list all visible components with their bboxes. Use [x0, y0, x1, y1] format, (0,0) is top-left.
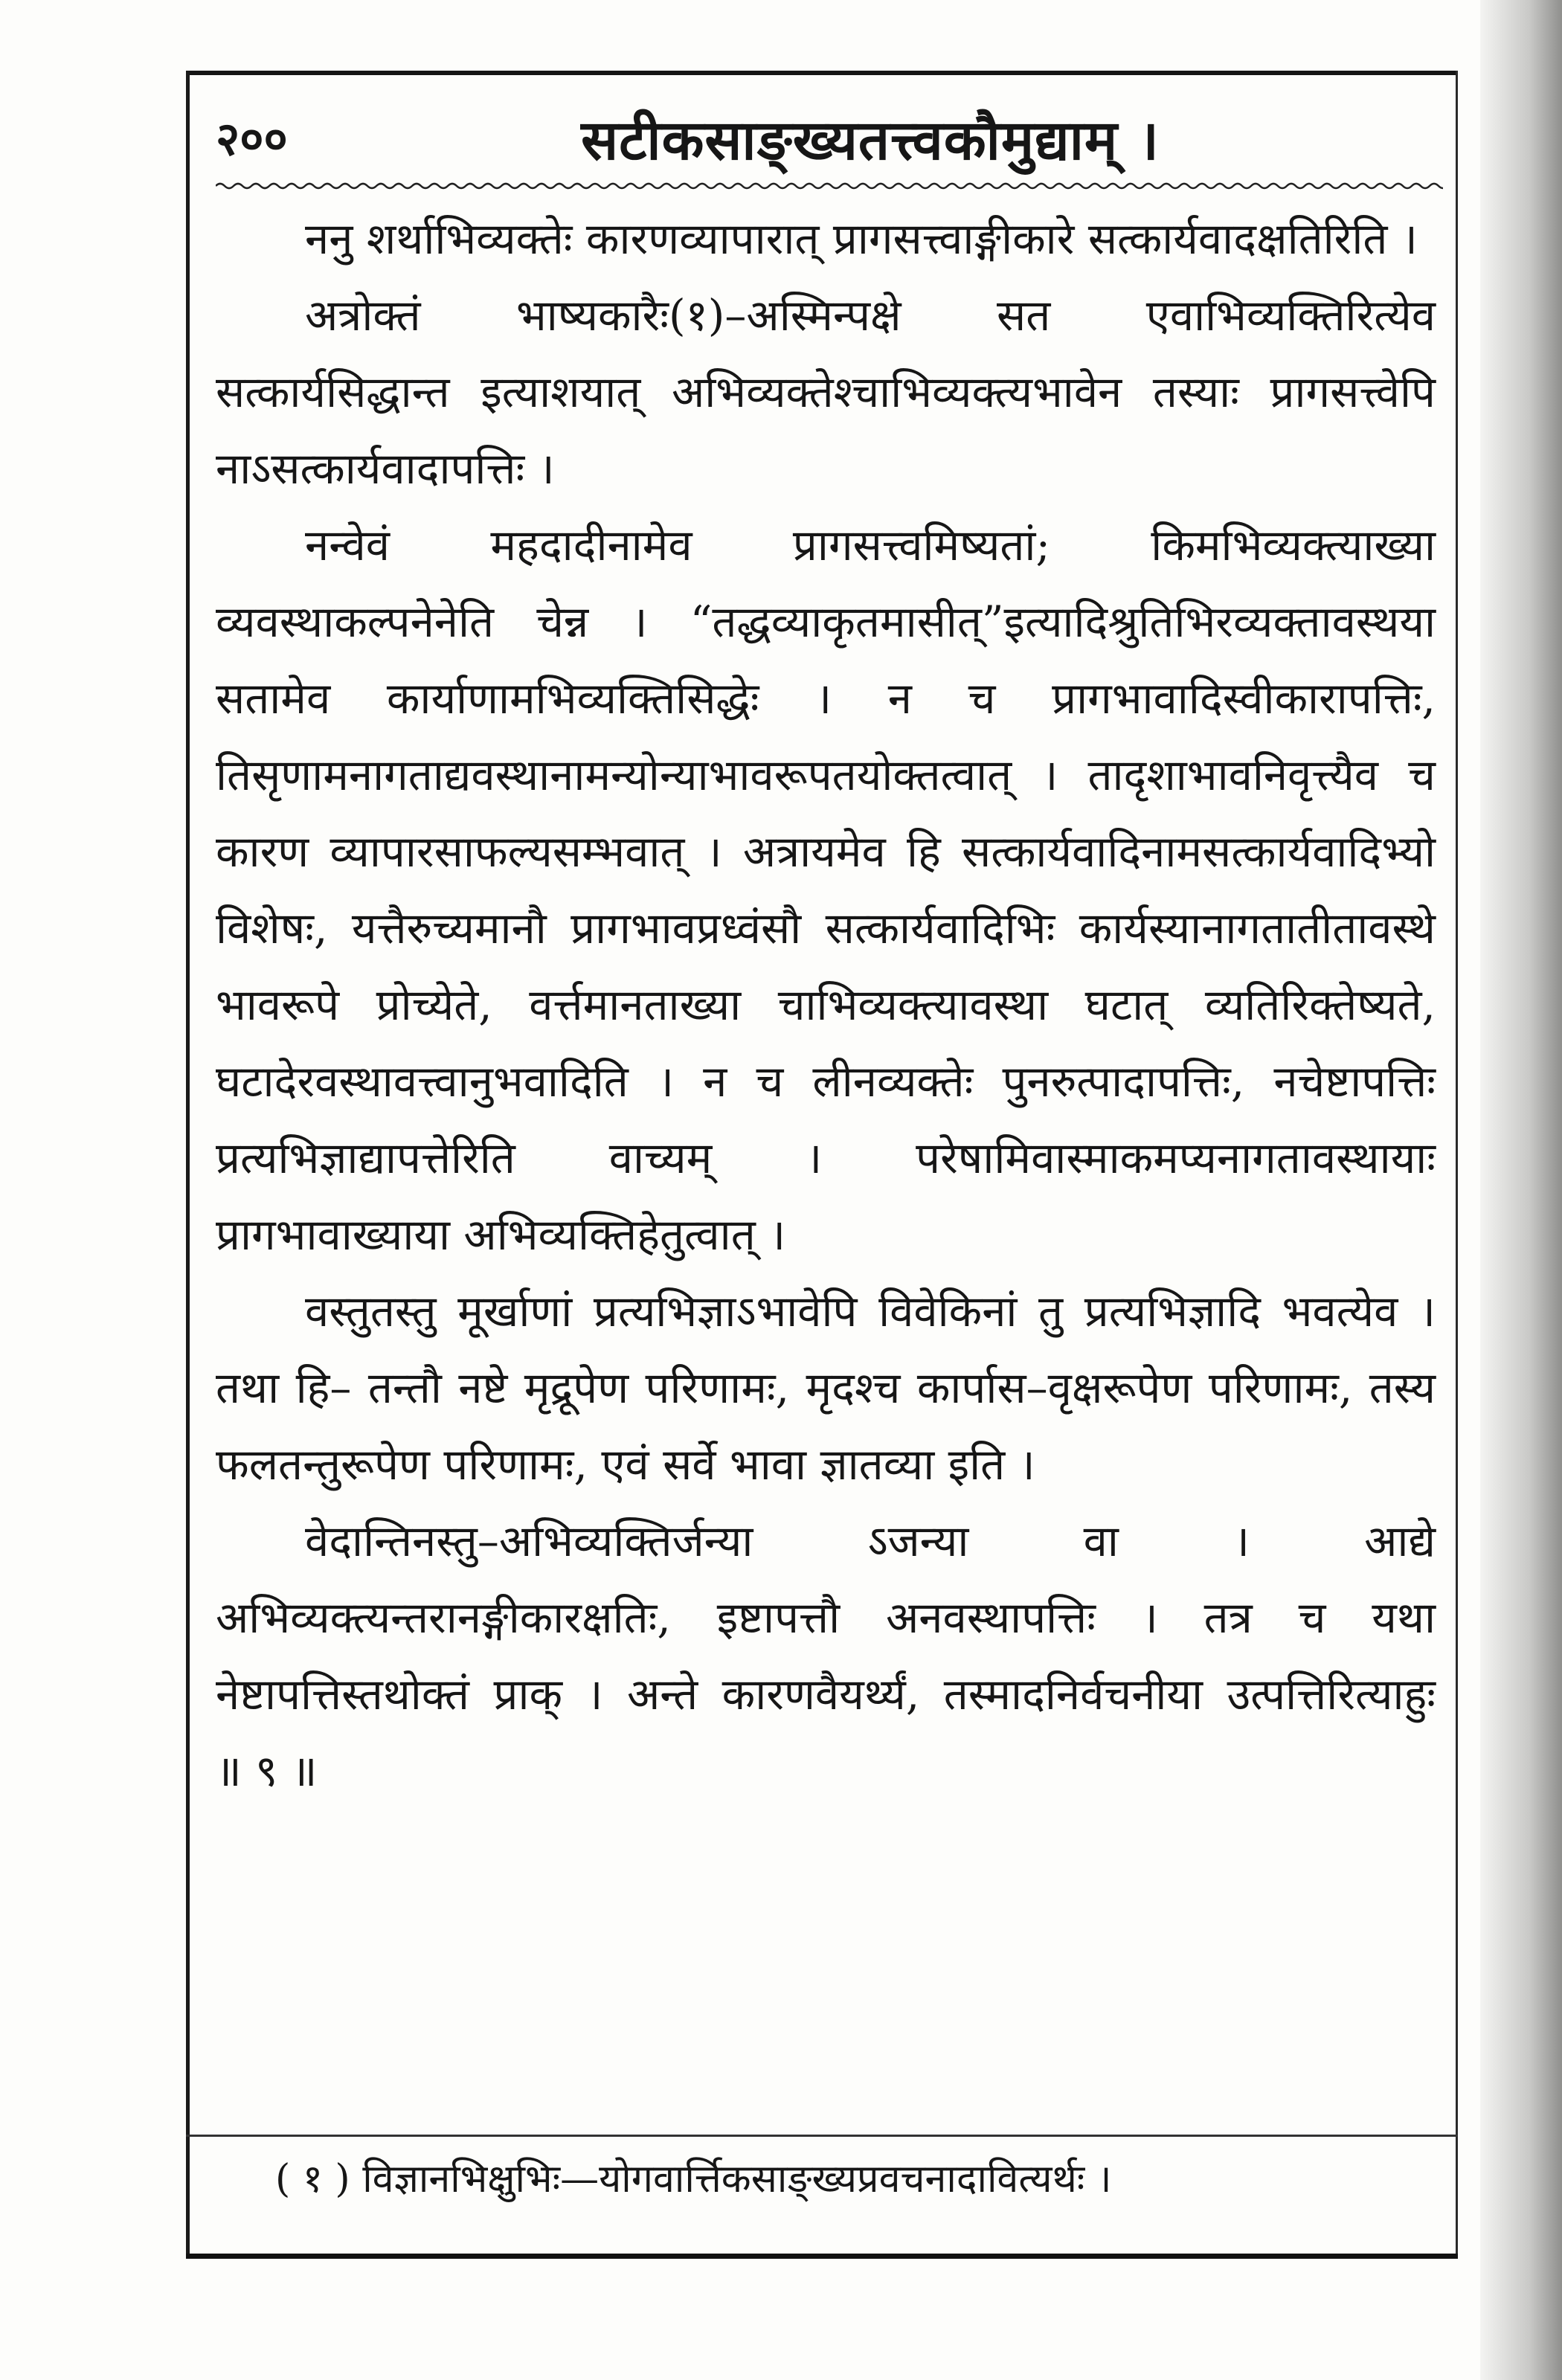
scan-edge-shadow [1480, 0, 1562, 2380]
paragraph-4: वस्तुतस्तु मूर्खाणां प्रत्यभिज्ञाऽभावेपि विवेकिनां तु प्रत्यभिज्ञादि भवत्येव । तथा हि– तन्तौ नष्टे मृद्रूपेण परिणामः, मृदश्च कार्पास–वृक्षरूपेण परिणामः, तस्य फलतन्तुरूपेण परिणामः, एवं सर्वे भावा ज्ञातव्या इति । [216, 1286, 1436, 1490]
running-title: सटीकसाङ्ख्यतत्त्वकौमुद्याम् । [581, 109, 1160, 173]
page-header [216, 93, 1436, 175]
main-text [216, 201, 1436, 1810]
paragraph-5 [216, 1503, 1436, 1810]
wavy-header-rule [216, 178, 1443, 193]
paragraph-2: अत्रोक्तं भाष्यकारैः(१)–अस्मिन्पक्षे सत एवाभिव्यक्तिरित्येव सत्कार्यसिद्धान्त इत्याशयात् अभिव्यक्तेश्चाभिव्यक्त्यभावेन तस्याः प्रागसत्त्वेपि नाऽसत्कार्यवादापत्तिः । [216, 290, 1436, 494]
page-number: २०० [216, 112, 288, 166]
paragraph-1: ननु शर्थाभिव्यक्तेः कारणव्यापारात् प्रागसत्त्वाङ्गीकारे सत्कार्यवादक्षतिरिति । [305, 213, 1418, 264]
paragraph-3: नन्वेवं महदादीनामेव प्रागसत्त्वमिष्यतां; किमभिव्यक्त्याख्या व्यवस्थाकल्पनेनेति चेन्न । “तद्धव्याकृतमासीत्”इत्यादिश्रुतिभिरव्यक्तावस्थया सतामेव कार्याणामभिव्यक्तिसिद्धेः । न च प्रागभावादिस्वीकारापत्तिः, तिसृणामनागताद्यवस्थानामन्योन्याभावरूपतयोक्तत्वात् । तादृशाभावनिवृत्त्यैव च कारण व्यापारसाफल्यसम्भवात् । अत्रायमेव हि सत्कार्यवादिनामसत्कार्यवादिभ्यो विशेषः, यत्तैरुच्यमानौ प्रागभावप्रध्वंसौ सत्कार्यवादिभिः कार्यस्यानागतातीतावस्थे भावरूपे प्रोच्येते, वर्त्तमानताख्या चाभिव्यक्त्यावस्था घटात् व्यतिरिक्तेष्यते, घटादेरवस्थावत्त्वानुभवादिति । न च लीनव्यक्तेः पुनरुत्पादापत्तिः, नचेष्टापत्तिः प्रत्यभिज्ञाद्यापत्तेरिति वाच्यम् । परेषामिवास्माकमप्यनागतावस्थायाः प्रागभावाख्याया अभिव्यक्तिहेतुत्वात् । [216, 520, 1436, 1260]
bottom-border-rule [186, 2254, 1458, 2259]
verse-number: ॥ ९ ॥ [216, 1746, 318, 1796]
footnote-rule [186, 2135, 1458, 2137]
footnote: ( १ ) विज्ञानभिक्षुभिः—योगवार्त्तिकसाङ्ख्यप्रवचनादावित्यर्थः । [275, 2157, 1112, 2202]
paragraph-5-text: वेदान्तिनस्तु–अभिव्यक्तिर्जन्या ऽजन्या वा । आद्ये अभिव्यक्त्यन्तरानङ्गीकारक्षतिः, इष्टापत्तौ अनवस्थापत्तिः । तत्र च यथा नेष्टापत्तिस्तथोक्तं प्राक् । अन्ते कारणवैयर्थ्यं, तस्मादनिर्वचनीया उत्पत्तिरित्याहुः [216, 1516, 1436, 1720]
